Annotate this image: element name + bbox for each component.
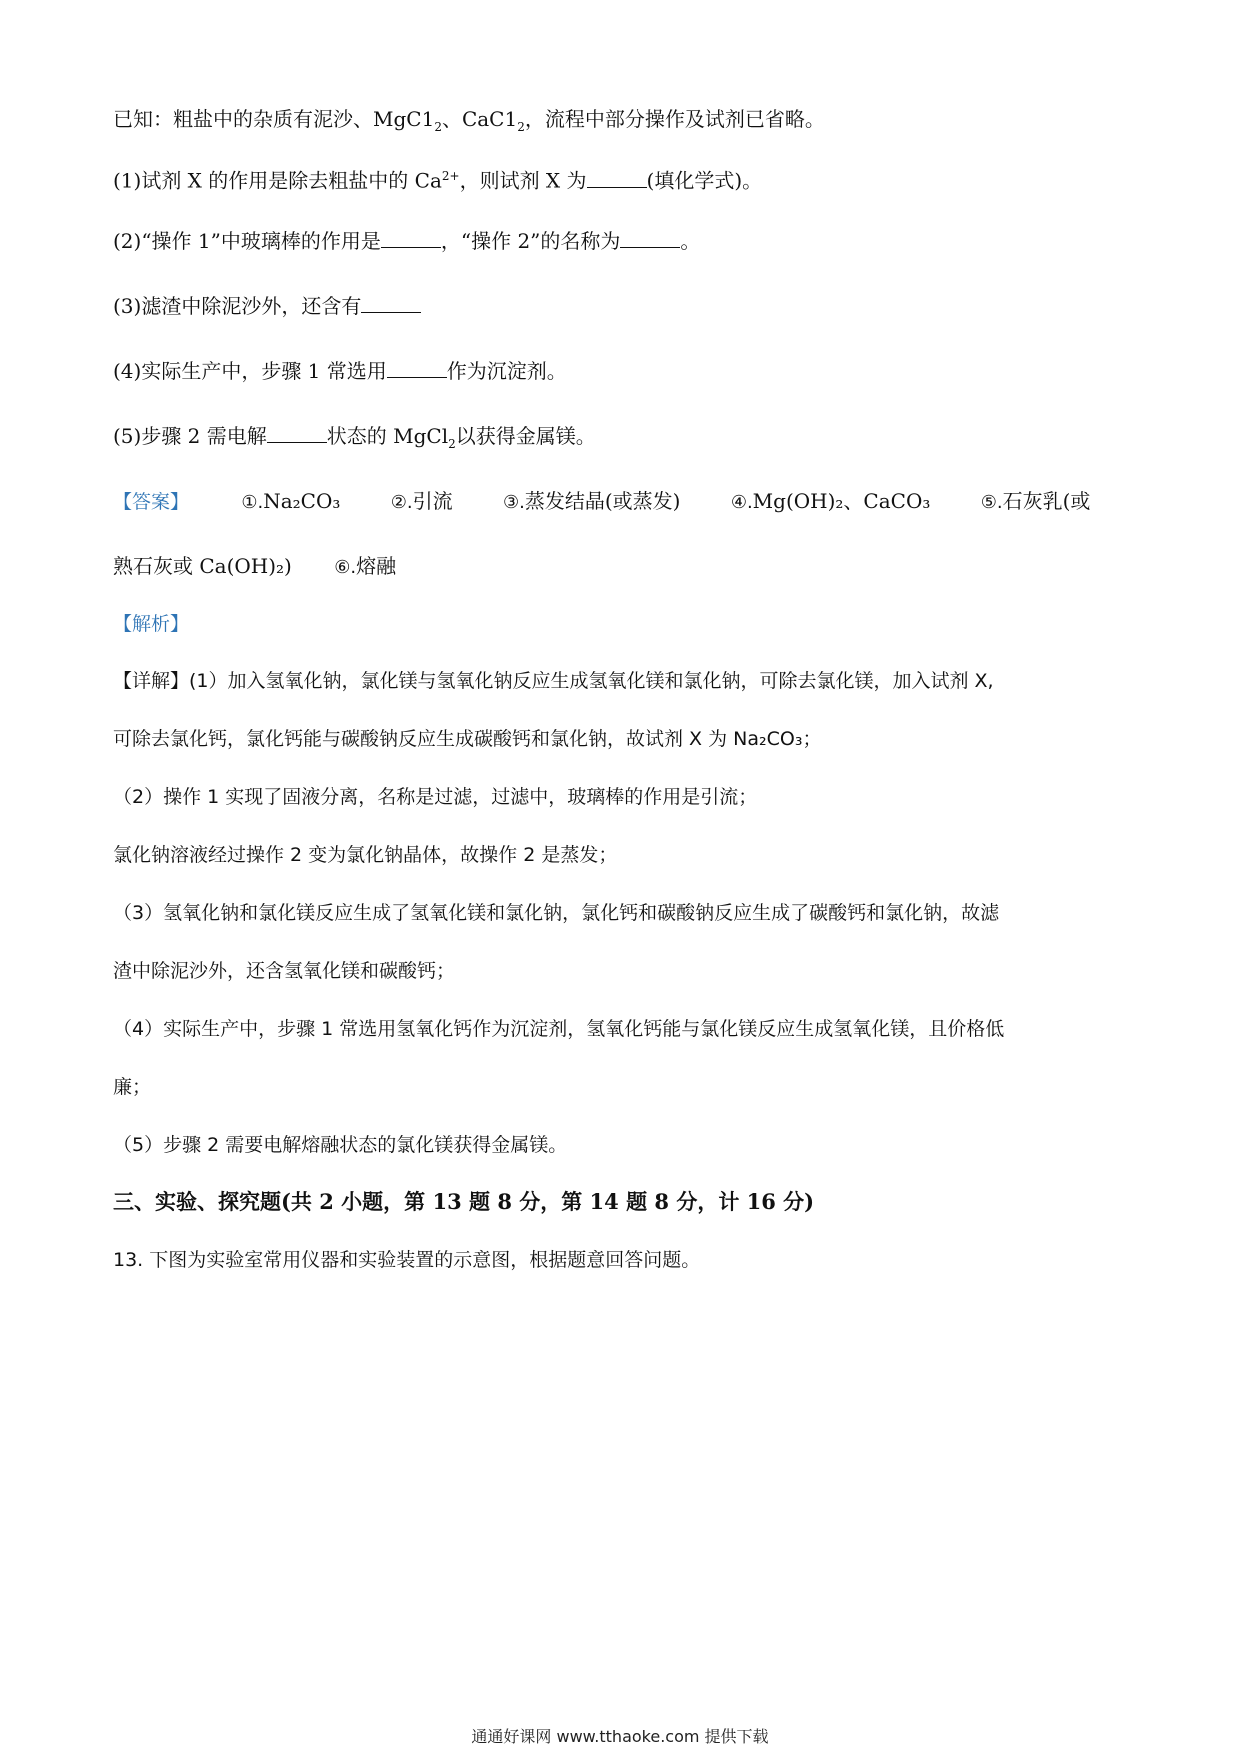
answer-blank (387, 357, 447, 378)
detail-line: 渣中除泥沙外，还含氢氧化镁和碳酸钙； (113, 960, 456, 982)
answer-line-1: 【答案】 ①.Na₂CO₃ ②.引流 ③.蒸发结晶(或蒸发) ④.Mg(OH)₂、CaCO₃ ⑤.石灰乳(或 (113, 489, 1091, 513)
analysis-label: 【解析】 (113, 613, 190, 635)
question-1: (1)试剂 X 的作用是除去粗盐中的 $Ca^{2+}$，则试剂 X 为 (填化学式)。 (113, 168, 763, 193)
answer-blank (620, 227, 680, 248)
question-2: (2)“操作 1”中玻璃棒的作用是 ，“操作 2”的名称为 。 (113, 229, 701, 253)
question-4: (4)实际生产中，步骤 1 常选用 作为沉淀剂。 (113, 359, 567, 383)
detail-line: 【详解】(1）加入氢氧化钠，氯化镁与氢氧化钠反应生成氢氧化镁和氯化钠，可除去氯化镁，加入试剂 X, (113, 670, 994, 692)
answer-blank (361, 292, 421, 313)
detail-line: 可除去氯化钙，氯化钙能与碳酸钠反应生成碳酸钙和氯化钠，故试剂 X 为 Na₂CO₃； (113, 728, 822, 750)
answer-blank (381, 227, 441, 248)
detail-line: 廉； (113, 1076, 152, 1098)
answer-label: 【答案】 (113, 491, 190, 513)
section-title: 三、实验、探究题(共 2 小题，第 13 题 8 分，第 14 题 8 分，计 16 分) (113, 1189, 815, 1214)
detail-line: （4）实际生产中，步骤 1 常选用氢氧化钙作为沉淀剂，氢氧化钙能与氯化镁反应生成氢氧化镁，且价格低 (113, 1018, 1005, 1040)
detail-line: （2）操作 1 实现了固液分离，名称是过滤，过滤中，玻璃棒的作用是引流； (113, 786, 758, 808)
answer-line-2: 熟石灰或 Ca(OH)₂) ⑥.熔融 (113, 554, 397, 578)
question-3: (3)滤渣中除泥沙外，还含有 (113, 292, 421, 320)
detail-line: （3）氢氧化钠和氯化镁反应生成了氢氧化镁和氯化钠，氯化钙和碳酸钠反应生成了碳酸钙和氯化钠，故滤 (113, 902, 1000, 924)
detail-line: 氯化钠溶液经过操作 2 变为氯化钠晶体，故操作 2 是蒸发； (113, 844, 618, 866)
page-footer: 通通好课网 www.tthaoke.com 提供下载 (471, 1727, 769, 1746)
question-5: (5)步骤 2 需电解 状态的 MgCl$_2$以获得金属镁。 (113, 424, 596, 451)
known-info: 已知：粗盐中的杂质有泥沙、$MgC1_2$、$CaC1_2$，流程中部分操作及试剂已省略。 (113, 107, 825, 134)
question-13: 13. 下图为实验室常用仪器和实验装置的示意图，根据题意回答问题。 (113, 1249, 701, 1271)
answer-blank (587, 167, 647, 188)
answer-blank (267, 422, 327, 443)
detail-line: （5）步骤 2 需要电解熔融状态的氯化镁获得金属镁。 (113, 1134, 568, 1156)
